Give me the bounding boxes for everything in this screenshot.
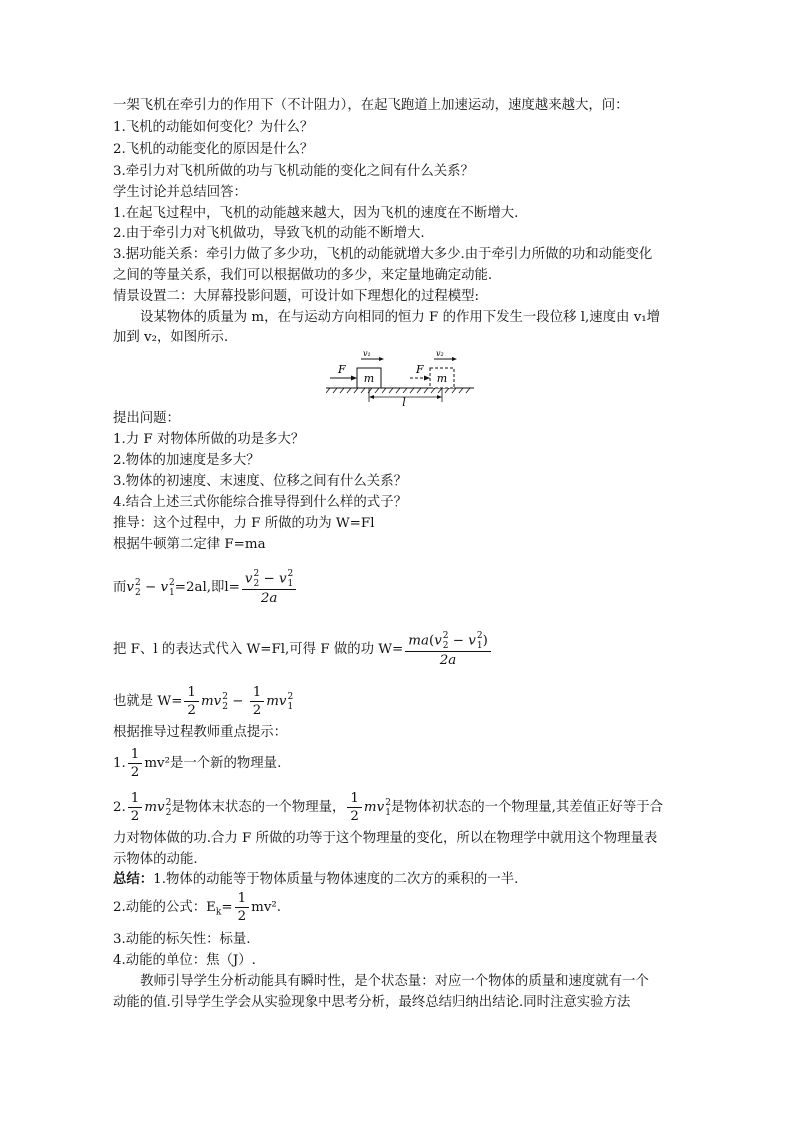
derivation-work: 推导：这个过程中，力 F 所做的功为 W=Fl bbox=[113, 516, 375, 531]
setup-line2: 加到 v₂，如图所示. bbox=[113, 330, 229, 345]
question-combine: 4.结合上述三式你能综合推导得到什么样的式子？ bbox=[113, 495, 407, 510]
kinematics-equation: 而v 2 2 − v 2 1 =2al,即l= v 2 2 − v 2 1 2a bbox=[113, 568, 298, 608]
displacement-label: l bbox=[402, 396, 406, 406]
work-substitution bbox=[113, 630, 493, 670]
point-2-line3: 示物体的动能. bbox=[113, 852, 198, 867]
answer-2: 2.由于牵引力对飞机做功，导致飞机的动能不断增大. bbox=[113, 226, 425, 241]
point-2-line2: 力对物体做的功.合力 F 所做的功等于这个物理量的变化，所以在物理学中就用这个物理量表 bbox=[113, 831, 658, 846]
questions-heading: 提出问题： bbox=[113, 411, 180, 426]
scene-heading: 情景设置二：大屏幕投影问题，可设计如下理想化的过程模型: bbox=[113, 289, 480, 304]
question-1: 1.飞机的动能如何变化？为什么？ bbox=[113, 120, 314, 135]
substitution-text: 把 F、l 的表达式代入 W=Fl,可得 F 做的功 W= bbox=[113, 642, 404, 657]
fraction-l: v 2 2 − v 2 1 2a bbox=[242, 569, 296, 607]
setup-line1: 设某物体的质量为 m，在与运动方向相同的恒力 F 的作用下发生一段位移 l,速度由 v₁增 bbox=[140, 310, 661, 325]
summary-1: 总结：1.物体的动能等于物体质量与物体速度的二次方的乘积的一半. bbox=[113, 871, 519, 887]
summary-label: 总结： bbox=[113, 871, 154, 887]
work-energy-result: 也就是 W= $\frac{1}{2}$ mv 2 2 − $\frac{1}{2}$ mv 2 1 bbox=[113, 685, 294, 718]
answer-1: 1.在起飞过程中，飞机的动能越来越大，因为飞机的速度在不断增大. bbox=[113, 206, 519, 221]
point-2: 2. $\frac{1}{2}$ mv 2 2 是物体末状态的一个物理量， $\frac{1}{2}$ mv 2 1 是物体初状态的一个物理量,其差值正好等于合 bbox=[113, 791, 663, 824]
fraction-work: ma(v 2 2 − v 2 1 ) 2a bbox=[405, 631, 491, 669]
summary-4: 4.动能的单位：焦（J）. bbox=[113, 953, 256, 968]
question-acceleration: 2.物体的加速度是多大？ bbox=[113, 453, 260, 468]
teaching-note-line1: 教师引导学生分析动能具有瞬时性，是个状态量：对应一个物体的质量和速度就有一个 bbox=[140, 974, 649, 989]
intro-line: 一架飞机在牵引力的作用下（不计阻力），在起飞跑道上加速运动，速度越来越大，问： bbox=[113, 98, 629, 113]
v1-label: v₁ bbox=[363, 349, 371, 358]
question-velocity-relation: 3.物体的初速度、末速度、位移之间有什么关系？ bbox=[113, 474, 407, 489]
ground-hatching bbox=[326, 388, 470, 393]
derivation-newton: 根据牛顿第二定律 F=ma bbox=[113, 537, 266, 552]
answer-3-line2: 之间的等量关系，我们可以根据做功的多少，来定量地确定动能. bbox=[113, 268, 493, 283]
summary-3: 3.动能的标矢性：标量. bbox=[113, 932, 251, 947]
teaching-note-line2: 动能的值.引导学生学会从实验现象中思考分析，最终总结归纳出结论.同时注意实验方法 bbox=[113, 995, 631, 1010]
force-label-1: F bbox=[338, 363, 346, 376]
point-1: 1. $\frac{1}{2}$ mv²是一个新的物理量. bbox=[113, 747, 282, 780]
equation-prefix: 而 bbox=[113, 580, 127, 595]
force-label-2: F bbox=[416, 363, 424, 376]
mass-label-2: m bbox=[436, 372, 448, 385]
equation-middle: =2al,即l= bbox=[174, 580, 240, 595]
v2-label: v₂ bbox=[436, 349, 444, 358]
discussion-heading: 学生讨论并总结回答： bbox=[113, 185, 247, 200]
answer-3-line1: 3.据功能关系：牵引力做了多少功，飞机的动能就增大多少.由于牵引力所做的功和动能变化 bbox=[113, 247, 653, 262]
question-3: 3.牵引力对飞机所做的功与飞机动能的变化之间有什么关系？ bbox=[113, 164, 474, 179]
teacher-hint: 根据推导过程教师重点提示： bbox=[113, 725, 288, 740]
result-prefix: 也就是 W= bbox=[113, 694, 183, 709]
question-2: 2.飞机的动能变化的原因是什么？ bbox=[113, 142, 314, 157]
question-force-work: 1.力 F 对物体所做的功是多大？ bbox=[113, 432, 305, 447]
summary-2-formula: 2.动能的公式：$E_k=$ $\frac{1}{2}$ mv². bbox=[113, 891, 282, 924]
mass-label-1: m bbox=[363, 372, 375, 385]
force-displacement-figure bbox=[326, 344, 476, 406]
